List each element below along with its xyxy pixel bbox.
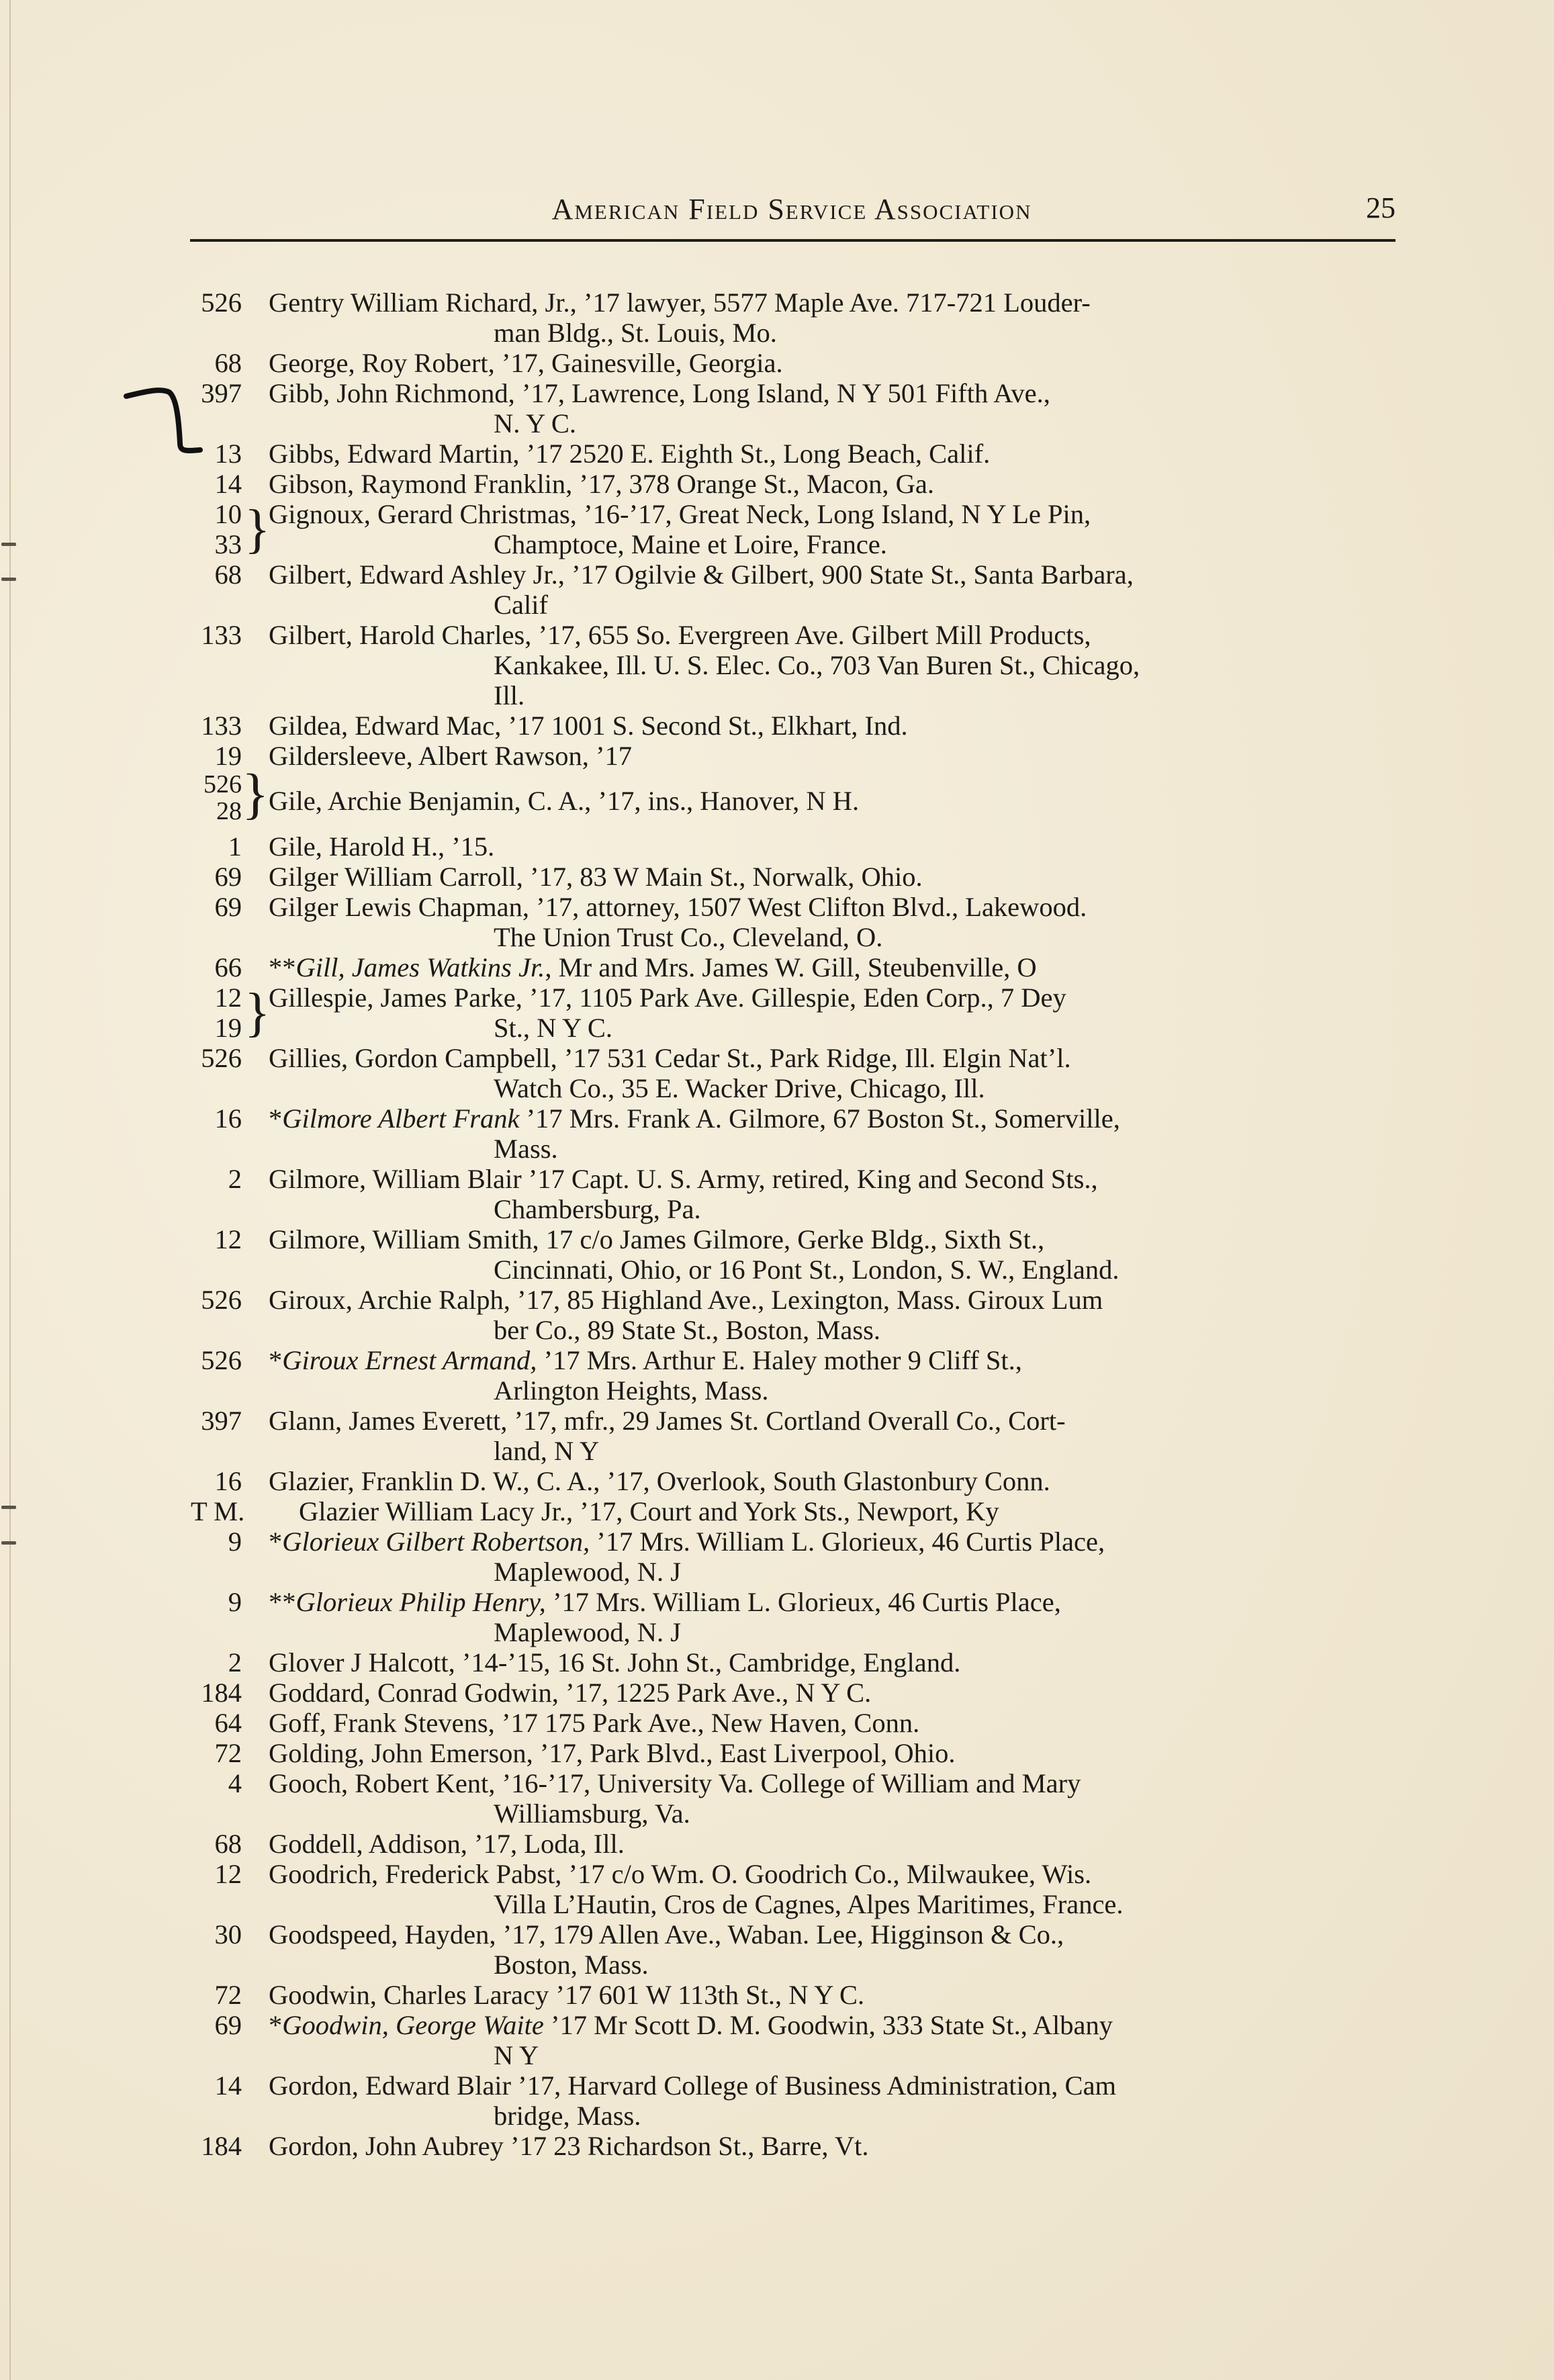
entry-text bbox=[269, 1526, 1397, 1587]
entry-line: Gilger Lewis Chapman, ’17, attorney, 1507 West Clifton Blvd., Lakewood. bbox=[269, 892, 1087, 922]
deceased-marker: ** bbox=[269, 1587, 296, 1617]
directory-entry bbox=[188, 1859, 1397, 1919]
section-number: 16 bbox=[214, 1103, 242, 1134]
entry-continuation: Maplewood, N. J bbox=[494, 1617, 681, 1647]
section-number: 526 bbox=[201, 287, 242, 318]
entry-line: Giroux, Archie Ralph, ’17, 85 Highland Ave., Lexington, Mass. Giroux Lum bbox=[269, 1285, 1103, 1315]
page-title: American Field Service Association bbox=[551, 193, 1032, 226]
entry-continuation: Calif bbox=[494, 590, 548, 620]
section-number: 28 bbox=[216, 797, 242, 825]
entry-text bbox=[269, 952, 1397, 982]
entry-text bbox=[269, 1043, 1397, 1103]
section-number: 1 bbox=[228, 831, 242, 862]
entry-continuation: Chambersburg, Pa. bbox=[494, 1194, 701, 1224]
directory-entry bbox=[188, 1647, 1397, 1678]
directory-entry bbox=[188, 741, 1397, 771]
entry-text bbox=[269, 1980, 1397, 2010]
entry-text bbox=[269, 1678, 1397, 1708]
entry-detail: ’17 Mrs. William L. Glorieux, 46 Curtis Place, bbox=[545, 1587, 1061, 1617]
entry-detail: ’17 Mrs. Arthur E. Haley mother 9 Cliff St., bbox=[537, 1345, 1022, 1375]
entry-text bbox=[269, 378, 1397, 439]
section-number: 68 bbox=[214, 348, 242, 378]
section-number: 12 bbox=[214, 982, 242, 1013]
entry-text bbox=[269, 1285, 1397, 1345]
entry-text bbox=[269, 1708, 1397, 1738]
section-number: 14 bbox=[214, 2070, 242, 2101]
entry-continuation: N Y bbox=[494, 2040, 539, 2070]
staple-mark bbox=[1, 1541, 16, 1545]
section-number: 19 bbox=[214, 1013, 242, 1043]
entry-text bbox=[269, 2131, 1397, 2161]
entry-continuation: Kankakee, Ill. U. S. Elec. Co., 703 Van Buren St., Chicago, bbox=[494, 650, 1140, 680]
entry-line: Gordon, John Aubrey ’17 23 Richardson St., Barre, Vt. bbox=[269, 2131, 869, 2161]
section-number: 9 bbox=[228, 1526, 242, 1557]
entry-line: Gildersleeve, Albert Rawson, ’17 bbox=[269, 741, 632, 771]
running-header bbox=[188, 189, 1396, 230]
section-number: 69 bbox=[214, 2010, 242, 2040]
directory-entry bbox=[188, 1829, 1397, 1859]
entry-line: Gibbs, Edward Martin, ’17 2520 E. Eighth St., Long Beach, Calif. bbox=[269, 439, 991, 469]
entry-detail: ’17 Mr Scott D. M. Goodwin, 333 State St., Albany bbox=[543, 2010, 1113, 2040]
entry-name-italic: Giroux Ernest Armand, bbox=[282, 1345, 537, 1375]
directory-entry bbox=[188, 1919, 1397, 1980]
directory-entry bbox=[188, 439, 1397, 469]
section-number: 30 bbox=[214, 1919, 242, 1950]
header-rule bbox=[190, 239, 1396, 242]
entry-text bbox=[269, 1859, 1397, 1919]
entry-text bbox=[269, 1406, 1397, 1466]
section-number: 526 bbox=[203, 770, 242, 798]
entry-line: Glover J Halcott, ’14-’15, 16 St. John St., Cambridge, England. bbox=[269, 1647, 961, 1678]
entry-text bbox=[269, 348, 1397, 378]
section-number: 9 bbox=[228, 1587, 242, 1617]
entry-text bbox=[299, 1496, 1397, 1526]
deceased-marker: ** bbox=[269, 952, 296, 982]
directory-entry bbox=[188, 1285, 1397, 1345]
directory-entry bbox=[188, 1708, 1397, 1738]
directory-entry bbox=[188, 1345, 1397, 1406]
directory-entry bbox=[188, 2070, 1397, 2131]
entry-text bbox=[269, 892, 1397, 952]
brace-icon: } bbox=[244, 983, 271, 1042]
section-numbers bbox=[188, 771, 242, 825]
deceased-marker: * bbox=[269, 1345, 283, 1375]
entry-line: Golding, John Emerson, ’17, Park Blvd., East Liverpool, Ohio. bbox=[269, 1738, 956, 1768]
directory-entry bbox=[188, 711, 1397, 741]
section-number: 133 bbox=[201, 620, 242, 650]
deceased-marker: * bbox=[269, 1526, 283, 1557]
directory-entry bbox=[188, 952, 1397, 982]
section-number: 64 bbox=[214, 1708, 242, 1738]
entry-text bbox=[269, 2010, 1397, 2070]
entry-text bbox=[269, 1103, 1397, 1164]
directory-entry bbox=[188, 1103, 1397, 1164]
directory-entry bbox=[188, 287, 1397, 348]
section-number: 184 bbox=[201, 1678, 242, 1708]
directory-entry bbox=[188, 1980, 1397, 2010]
entry-line: Gooch, Robert Kent, ’16-’17, University Va. College of William and Mary bbox=[269, 1768, 1081, 1798]
entry-name-italic: Gilmore Albert Frank bbox=[282, 1103, 520, 1134]
entry-text bbox=[269, 982, 1397, 1043]
section-number: 12 bbox=[214, 1859, 242, 1889]
entry-continuation: Champtoce, Maine et Loire, France. bbox=[494, 529, 887, 559]
entry-line: Gilger William Carroll, ’17, 83 W Main St., Norwalk, Ohio. bbox=[269, 862, 923, 892]
directory-entry bbox=[188, 1466, 1397, 1496]
entry-line: Goodwin, Charles Laracy ’17 601 W 113th St., N Y C. bbox=[269, 1980, 865, 2010]
entry-continuation: Boston, Mass. bbox=[494, 1950, 649, 1980]
entry-text bbox=[269, 620, 1397, 711]
entry-text bbox=[269, 1768, 1397, 1829]
entry-line: George, Roy Robert, ’17, Gainesville, Georgia. bbox=[269, 348, 783, 378]
entry-continuation: land, N Y bbox=[494, 1436, 600, 1466]
entry-line: Glazier, Franklin D. W., C. A., ’17, Overlook, South Glastonbury Conn. bbox=[269, 1466, 1050, 1496]
section-number: 68 bbox=[214, 1829, 242, 1859]
entry-line: Gilmore, William Smith, 17 c/o James Gilmore, Gerke Bldg., Sixth St., bbox=[269, 1224, 1045, 1254]
entry-line: Gile, Archie Benjamin, C. A., ’17, ins., Hanover, N H. bbox=[269, 786, 860, 816]
entry-continuation: Villa L’Hautin, Cros de Cagnes, Alpes Maritimes, France. bbox=[494, 1889, 1124, 1919]
directory-entry bbox=[188, 499, 1397, 559]
entry-name-italic: Gill, James Watkins Jr. bbox=[295, 952, 545, 982]
section-number: 69 bbox=[214, 862, 242, 892]
section-number: 526 bbox=[201, 1285, 242, 1315]
directory-entry bbox=[188, 1406, 1397, 1466]
section-number: 14 bbox=[214, 469, 242, 499]
directory-entry bbox=[188, 469, 1397, 499]
entry-line: Glann, James Everett, ’17, mfr., 29 James St. Cortland Overall Co., Cort- bbox=[269, 1406, 1066, 1436]
entry-continuation: bridge, Mass. bbox=[494, 2101, 641, 2131]
entry-text bbox=[269, 771, 1397, 816]
entry-line: Goodrich, Frederick Pabst, ’17 c/o Wm. O. Goodrich Co., Milwaukee, Wis. bbox=[269, 1859, 1092, 1889]
directory-entry bbox=[188, 1587, 1397, 1647]
entry-detail: ’17 Mrs. William L. Glorieux, 46 Curtis Place, bbox=[590, 1526, 1105, 1557]
entry-text bbox=[269, 1466, 1397, 1496]
directory-entry bbox=[188, 348, 1397, 378]
entry-text bbox=[269, 559, 1397, 620]
section-number: 69 bbox=[214, 892, 242, 922]
directory-entry bbox=[188, 1768, 1397, 1829]
section-number: 10 bbox=[214, 499, 242, 529]
entry-line: Gilmore, William Blair ’17 Capt. U. S. Army, retired, King and Second Sts., bbox=[269, 1164, 1098, 1194]
entry-line: Gentry William Richard, Jr., ’17 lawyer, 5577 Maple Ave. 717-721 Louder- bbox=[269, 287, 1091, 318]
directory-entry bbox=[188, 831, 1397, 862]
section-number: 66 bbox=[214, 952, 242, 982]
entry-line bbox=[269, 1526, 1397, 1557]
directory-entry bbox=[188, 620, 1397, 711]
entry-text bbox=[269, 439, 1397, 469]
deceased-marker: * bbox=[269, 1103, 283, 1134]
directory-entry bbox=[188, 1678, 1397, 1708]
entry-line: Gignoux, Gerard Christmas, ’16-’17, Great Neck, Long Island, N Y Le Pin, bbox=[269, 499, 1091, 529]
entry-name-italic: Glorieux Philip Henry, bbox=[295, 1587, 546, 1617]
directory-entry bbox=[188, 763, 1397, 831]
directory-entry bbox=[188, 2131, 1397, 2161]
entry-text bbox=[269, 1224, 1397, 1285]
section-number: 72 bbox=[214, 1738, 242, 1768]
directory-entry bbox=[188, 1164, 1397, 1224]
entry-text bbox=[269, 2070, 1397, 2131]
section-number: 2 bbox=[228, 1647, 242, 1678]
entry-line bbox=[269, 1103, 1397, 1134]
entry-continuation: man Bldg., St. Louis, Mo. bbox=[494, 318, 777, 348]
entry-text bbox=[269, 711, 1397, 741]
entry-text bbox=[269, 1829, 1397, 1859]
section-number: 526 bbox=[201, 1345, 242, 1375]
entry-line bbox=[269, 1587, 1397, 1617]
entry-text bbox=[269, 1345, 1397, 1406]
entry-line: Gile, Harold H., ’15. bbox=[269, 831, 495, 862]
entry-text bbox=[269, 1647, 1397, 1678]
staple-mark bbox=[1, 1506, 16, 1509]
directory-entry bbox=[188, 559, 1397, 620]
binding-edge bbox=[9, 0, 11, 2380]
section-number: 33 bbox=[214, 529, 242, 559]
brace-icon: } bbox=[242, 763, 269, 825]
directory-entry bbox=[188, 862, 1397, 892]
section-number: 4 bbox=[228, 1768, 242, 1798]
entry-continuation: ber Co., 89 State St., Boston, Mass. bbox=[494, 1315, 881, 1345]
entry-line: Gilbert, Harold Charles, ’17, 655 So. Evergreen Ave. Gilbert Mill Products, bbox=[269, 620, 1091, 650]
entry-line: Gibson, Raymond Franklin, ’17, 378 Orange St., Macon, Ga. bbox=[269, 469, 935, 499]
section-number: 19 bbox=[214, 741, 242, 771]
entry-text bbox=[269, 287, 1397, 348]
entry-name-italic: Glorieux Gilbert Robertson, bbox=[282, 1526, 590, 1557]
entry-line: Gilbert, Edward Ashley Jr., ’17 Ogilvie & Gilbert, 900 State St., Santa Barbara, bbox=[269, 559, 1134, 590]
section-number: 133 bbox=[201, 711, 242, 741]
staple-mark bbox=[1, 578, 16, 581]
entry-continuation: Ill. bbox=[494, 680, 525, 711]
entry-continuation: Arlington Heights, Mass. bbox=[494, 1375, 769, 1406]
entry-line: Gildea, Edward Mac, ’17 1001 S. Second St., Elkhart, Ind. bbox=[269, 711, 908, 741]
entry-detail: , Mr and Mrs. James W. Gill, Steubenville, O bbox=[545, 952, 1037, 982]
entry-line: Gillies, Gordon Campbell, ’17 531 Cedar St., Park Ridge, Ill. Elgin Nat’l. bbox=[269, 1043, 1071, 1073]
entry-text bbox=[269, 862, 1397, 892]
section-number: 16 bbox=[214, 1466, 242, 1496]
entry-text bbox=[269, 1587, 1397, 1647]
section-number: 72 bbox=[214, 1980, 242, 2010]
entry-line: Goodspeed, Hayden, ’17, 179 Allen Ave., Waban. Lee, Higginson & Co., bbox=[269, 1919, 1064, 1950]
entry-continuation: St., N Y C. bbox=[494, 1013, 613, 1043]
section-number: 397 bbox=[201, 1406, 242, 1436]
entry-continuation: Williamsburg, Va. bbox=[494, 1798, 690, 1829]
entry-continuation: The Union Trust Co., Cleveland, O. bbox=[494, 922, 883, 952]
entry-text bbox=[269, 1164, 1397, 1224]
directory-entry bbox=[188, 892, 1397, 952]
entry-detail: ’17 Mrs. Frank A. Gilmore, 67 Boston St., Somerville, bbox=[519, 1103, 1120, 1134]
entry-continuation: N. Y C. bbox=[494, 408, 577, 439]
directory-entry bbox=[188, 1526, 1397, 1587]
section-number: 397 bbox=[201, 378, 242, 408]
section-number: 68 bbox=[214, 559, 242, 590]
entry-line bbox=[269, 952, 1397, 982]
directory-entry bbox=[188, 1224, 1397, 1285]
section-number: 184 bbox=[201, 2131, 242, 2161]
brace-icon: } bbox=[244, 500, 271, 559]
directory-entry bbox=[188, 982, 1397, 1043]
section-number: 526 bbox=[201, 1043, 242, 1073]
entry-name-italic: Goodwin, George Waite bbox=[282, 2010, 544, 2040]
entry-line: Gibb, John Richmond, ’17, Lawrence, Long Island, N Y 501 Fifth Ave., bbox=[269, 378, 1050, 408]
staple-mark bbox=[1, 543, 16, 546]
entry-line: Goff, Frank Stevens, ’17 175 Park Ave., New Haven, Conn. bbox=[269, 1708, 920, 1738]
section-number: 12 bbox=[214, 1224, 242, 1254]
entry-text bbox=[269, 499, 1397, 559]
entry-text bbox=[269, 741, 1397, 771]
directory-entry bbox=[188, 1043, 1397, 1103]
entry-line: Gordon, Edward Blair ’17, Harvard College of Business Administration, Cam bbox=[269, 2070, 1117, 2101]
directory-entry bbox=[188, 1738, 1397, 1768]
directory-entry bbox=[188, 1496, 1397, 1526]
entry-text bbox=[269, 831, 1397, 862]
section-number: 2 bbox=[228, 1164, 242, 1194]
entry-continuation: Cincinnati, Ohio, or 16 Pont St., London, S. W., England. bbox=[494, 1254, 1119, 1285]
section-number: T M. bbox=[191, 1496, 245, 1526]
entry-line: Goddell, Addison, ’17, Loda, Ill. bbox=[269, 1829, 625, 1859]
entry-text bbox=[269, 1919, 1397, 1980]
entry-continuation: Mass. bbox=[494, 1134, 558, 1164]
entry-line bbox=[269, 2010, 1397, 2040]
page-number: 25 bbox=[1366, 191, 1396, 224]
entry-line bbox=[269, 1345, 1397, 1375]
directory-list bbox=[188, 287, 1397, 2161]
entry-text bbox=[269, 1738, 1397, 1768]
directory-entry bbox=[188, 2010, 1397, 2070]
entry-continuation: Maplewood, N. J bbox=[494, 1557, 681, 1587]
section-number: 13 bbox=[214, 439, 242, 469]
entry-line: Glazier William Lacy Jr., ’17, Court and York Sts., Newport, Ky bbox=[299, 1496, 999, 1526]
entry-continuation: Watch Co., 35 E. Wacker Drive, Chicago, Ill. bbox=[494, 1073, 985, 1103]
entry-line: Goddard, Conrad Godwin, ’17, 1225 Park Ave., N Y C. bbox=[269, 1678, 872, 1708]
directory-entry bbox=[188, 378, 1397, 439]
deceased-marker: * bbox=[269, 2010, 283, 2040]
entry-text bbox=[269, 469, 1397, 499]
entry-line: Gillespie, James Parke, ’17, 1105 Park Ave. Gillespie, Eden Corp., 7 Dey bbox=[269, 982, 1066, 1013]
